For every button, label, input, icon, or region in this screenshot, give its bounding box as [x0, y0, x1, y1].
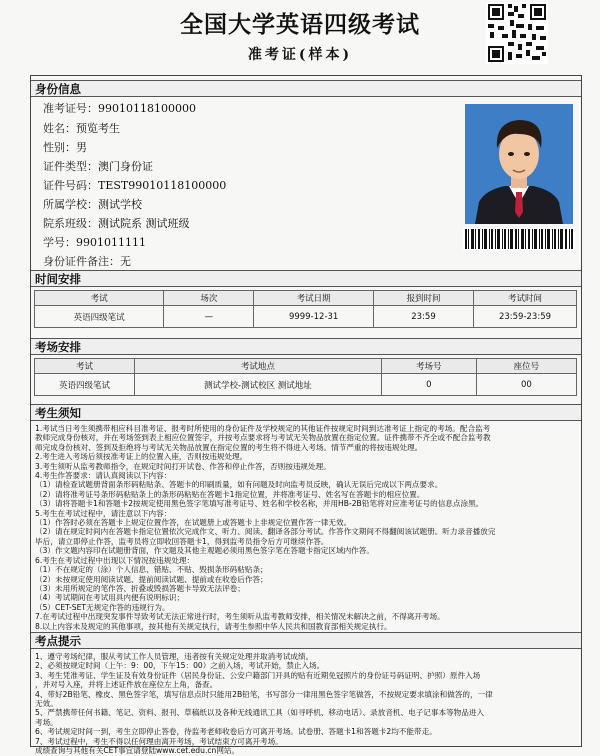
- field-gender: 性别：男: [43, 141, 87, 154]
- table-cell: 0: [381, 374, 476, 396]
- notice-line: 2.考生进入考场后须按准考证上的位置入座，否则按违规处理。: [35, 452, 248, 462]
- table-cell: —: [164, 306, 254, 328]
- field-student-id: 学号：9901011111: [43, 236, 146, 249]
- schedule-section-title: 时间安排: [31, 270, 581, 287]
- exam-title: 全国大学英语四级考试: [180, 11, 420, 38]
- tip-line: 2、必须按规定时间（上午：9：00，下午15：00）之前入场，考试开始，禁止入场。: [35, 661, 325, 671]
- notice-line: 3.考生须听从监考教师指令，在规定时间打开试卷、作答和停止作答，否则按违规处理。: [35, 461, 331, 471]
- ticket-subtitle: 准考证(样本): [247, 47, 353, 63]
- notice-line: （5）CET-SET无规定作答的违规行为。: [35, 602, 170, 612]
- table-header: 考试日期: [254, 291, 374, 306]
- table-cell: 23:59-23:59: [473, 306, 576, 328]
- table-header: 场次: [164, 291, 254, 306]
- notice-line: （3）请将答题卡1和答题卡2按规定使用黑色签字笔填写准考证号、姓名和学校名称，并用HB-2B铅笔将对应准考证号的信息点涂黑。: [35, 499, 484, 509]
- field-ticket-number: 准考证号：99010118100000: [43, 102, 196, 115]
- tip-line: 1、遵守考场纪律，服从考试工作人员管理，违者按有关规定处理并取消考试成绩。: [35, 652, 314, 661]
- table-header: 报到时间: [374, 291, 474, 306]
- tip-line: 3、考生凭准考证、学生证及有效身份证件（居民身份证、公安户籍部门开具的贴有近期免冠照片的身份证号码证明、护照）原件入场: [35, 670, 481, 680]
- notice-line: （2）请在规定时间内在答题卡指定位置依次完成作文、听力、阅读、翻译各部分考试。作答作文期间不得翻阅该试题册。听力录音播放完: [35, 527, 496, 537]
- notice-line: 8.以上内容未及规定的其他事项，按其他有关规定执行，请考生参照中华人民共和国教育部相关规定执行。: [35, 621, 392, 631]
- table-header: 座位号: [476, 359, 576, 374]
- table-cell: 测试学校-测试校区 测试地址: [135, 374, 382, 396]
- schedule-table: [34, 290, 577, 328]
- field-id-number: 证件号码：TEST99010118100000: [43, 179, 227, 192]
- field-department: 院系班级：测试院系 测试班级: [43, 217, 190, 230]
- notice-section-title: 考生须知: [31, 404, 581, 421]
- notice-line: （3）作文题内容印在试题册背面，作文题及其他主观题必须用黑色签字笔在答题卡指定区域内作答。: [35, 546, 374, 556]
- tip-line: 4、带好2B铅笔、橡皮、黑色签字笔，填写信息点时只能用2B铅笔，书写部分一律用黑色签字笔做答，不按规定要求填涂和做答的，一律: [35, 689, 493, 699]
- table-header: 考试地点: [135, 359, 382, 374]
- table-header: 考场号: [381, 359, 476, 374]
- notice-line: 师完成身份核对、签到及拒绝将与考试无关物品放置在指定位置的考生将不得进入考场。情节严重的将按违规处理。: [35, 442, 423, 452]
- notice-line: （4）考试期间在考试用具内便有说明标识；: [35, 593, 185, 603]
- notice-line: 5.考生在考试过程中，请注意以下内容：: [35, 508, 172, 518]
- candidate-photo: [465, 104, 573, 224]
- notice-line: （2）未按规定使用阅读试题、提前阅读试题、提前或在收卷后作答；: [35, 574, 268, 584]
- table-header-row: [35, 359, 577, 374]
- venue-section-title: 考场安排: [31, 338, 581, 355]
- field-name: 姓名：预览考生: [43, 122, 120, 135]
- tip-line: 5、严禁携带任何书籍、笔记、资料、报刊、草稿纸以及各种无线通讯工具（如寻呼机、移动电话）、录放音机、电子记事本等物品进入: [35, 708, 485, 718]
- tip-line: 6、考试规定时间一到，考生立即停止答卷，待监考老师收卷后方可离开考场。试卷册、答题卡1和答题卡2均不能带走。: [35, 727, 437, 737]
- notice-line: 7.在考试过程中出现突发事件导致考试无法正常进行时，考生须听从监考教师安排，相关情况未解决之前，不得离开考场。: [35, 612, 445, 622]
- field-school: 所属学校：测试学校: [43, 198, 142, 211]
- table-header-row: [35, 291, 577, 306]
- field-id-type: 证件类型：澳门身份证: [43, 160, 153, 173]
- notice-line: （3）未用所规定的笔作答、折叠或毁损答题卡导致无法评卷；: [35, 583, 245, 593]
- table-cell: 00: [476, 374, 576, 396]
- tip-line: 无效。: [35, 699, 58, 709]
- tip-line: 7、考试过程中，考生不得以任何理由离开考场，考试结束方可离开考场。: [35, 736, 283, 746]
- barcode-icon: [463, 228, 575, 250]
- table-cell: 英语四级笔试: [35, 374, 135, 396]
- table-row: [35, 306, 577, 328]
- qr-code-icon: [486, 2, 548, 64]
- table-cell: 23:59: [374, 306, 474, 328]
- notice-line: 6.考生在考试过程中出现以下情况按违规处理：: [35, 555, 195, 565]
- ticket-frame: [30, 75, 582, 756]
- notice-line: （1）请检查试题册背面条形码粘贴条、答题卡的印刷质量，如有问题及时向监考员反映，确认无误后完成以下两点要求。: [35, 480, 443, 490]
- notice-line: （2）请将准考证号条形码粘贴条上的条形码粘贴在答题卡1指定位置，并将准考证号、姓名写在答题卡的相应位置。: [35, 489, 425, 499]
- tips-text: [35, 652, 575, 755]
- table-cell: 英语四级笔试: [35, 306, 164, 328]
- identity-section-title: 身份信息: [31, 80, 581, 97]
- notice-line: 教师完成身份核对，并在考场签到表上相应位置签字，并按考点要求将与考试无关物品放置在指定位置。证件携带不齐全或不配合监考教: [35, 433, 491, 443]
- tip-line: ，并对号入座，并将上述证件放在座位左上角，备查。: [35, 680, 218, 690]
- tip-line: 考场。: [35, 717, 58, 727]
- notice-line: 毕后，请立即停止作答，监考员将立即收回答题卡1，得到监考员指令后方可继续作答。: [35, 536, 329, 546]
- table-row: [35, 374, 577, 396]
- tips-section-title: 考点提示: [31, 632, 581, 649]
- notice-line: （1）作答时必须在答题卡上规定位置作答，在试题册上或答题卡上非规定位置作答一律无效。: [35, 518, 352, 528]
- notice-line: （1）不在规定的（涂）个人信息、错贴、不贴、毁损条形码粘贴条；: [35, 565, 268, 575]
- table-header: 考试: [35, 359, 135, 374]
- notice-text: [35, 424, 575, 631]
- venue-table: [34, 358, 577, 396]
- table-header: 考试时间: [473, 291, 576, 306]
- table-header: 考试: [35, 291, 164, 306]
- field-id-remark: 身份证件备注：无: [43, 255, 131, 268]
- tip-line: 成绩查询与其他有关CET事宜请登陆www.cet.edu.cn网站。: [35, 746, 240, 756]
- notice-line: 4.考生作答要求：请认真阅读以下内容：: [35, 471, 172, 481]
- table-cell: 9999-12-31: [254, 306, 374, 328]
- notice-line: 1.考试当日考生须携带相应科目准考证、报考时所使用的身份证件及学校规定的其他证件按规定时间到达准考证上指定的考场。配合监考: [35, 424, 491, 433]
